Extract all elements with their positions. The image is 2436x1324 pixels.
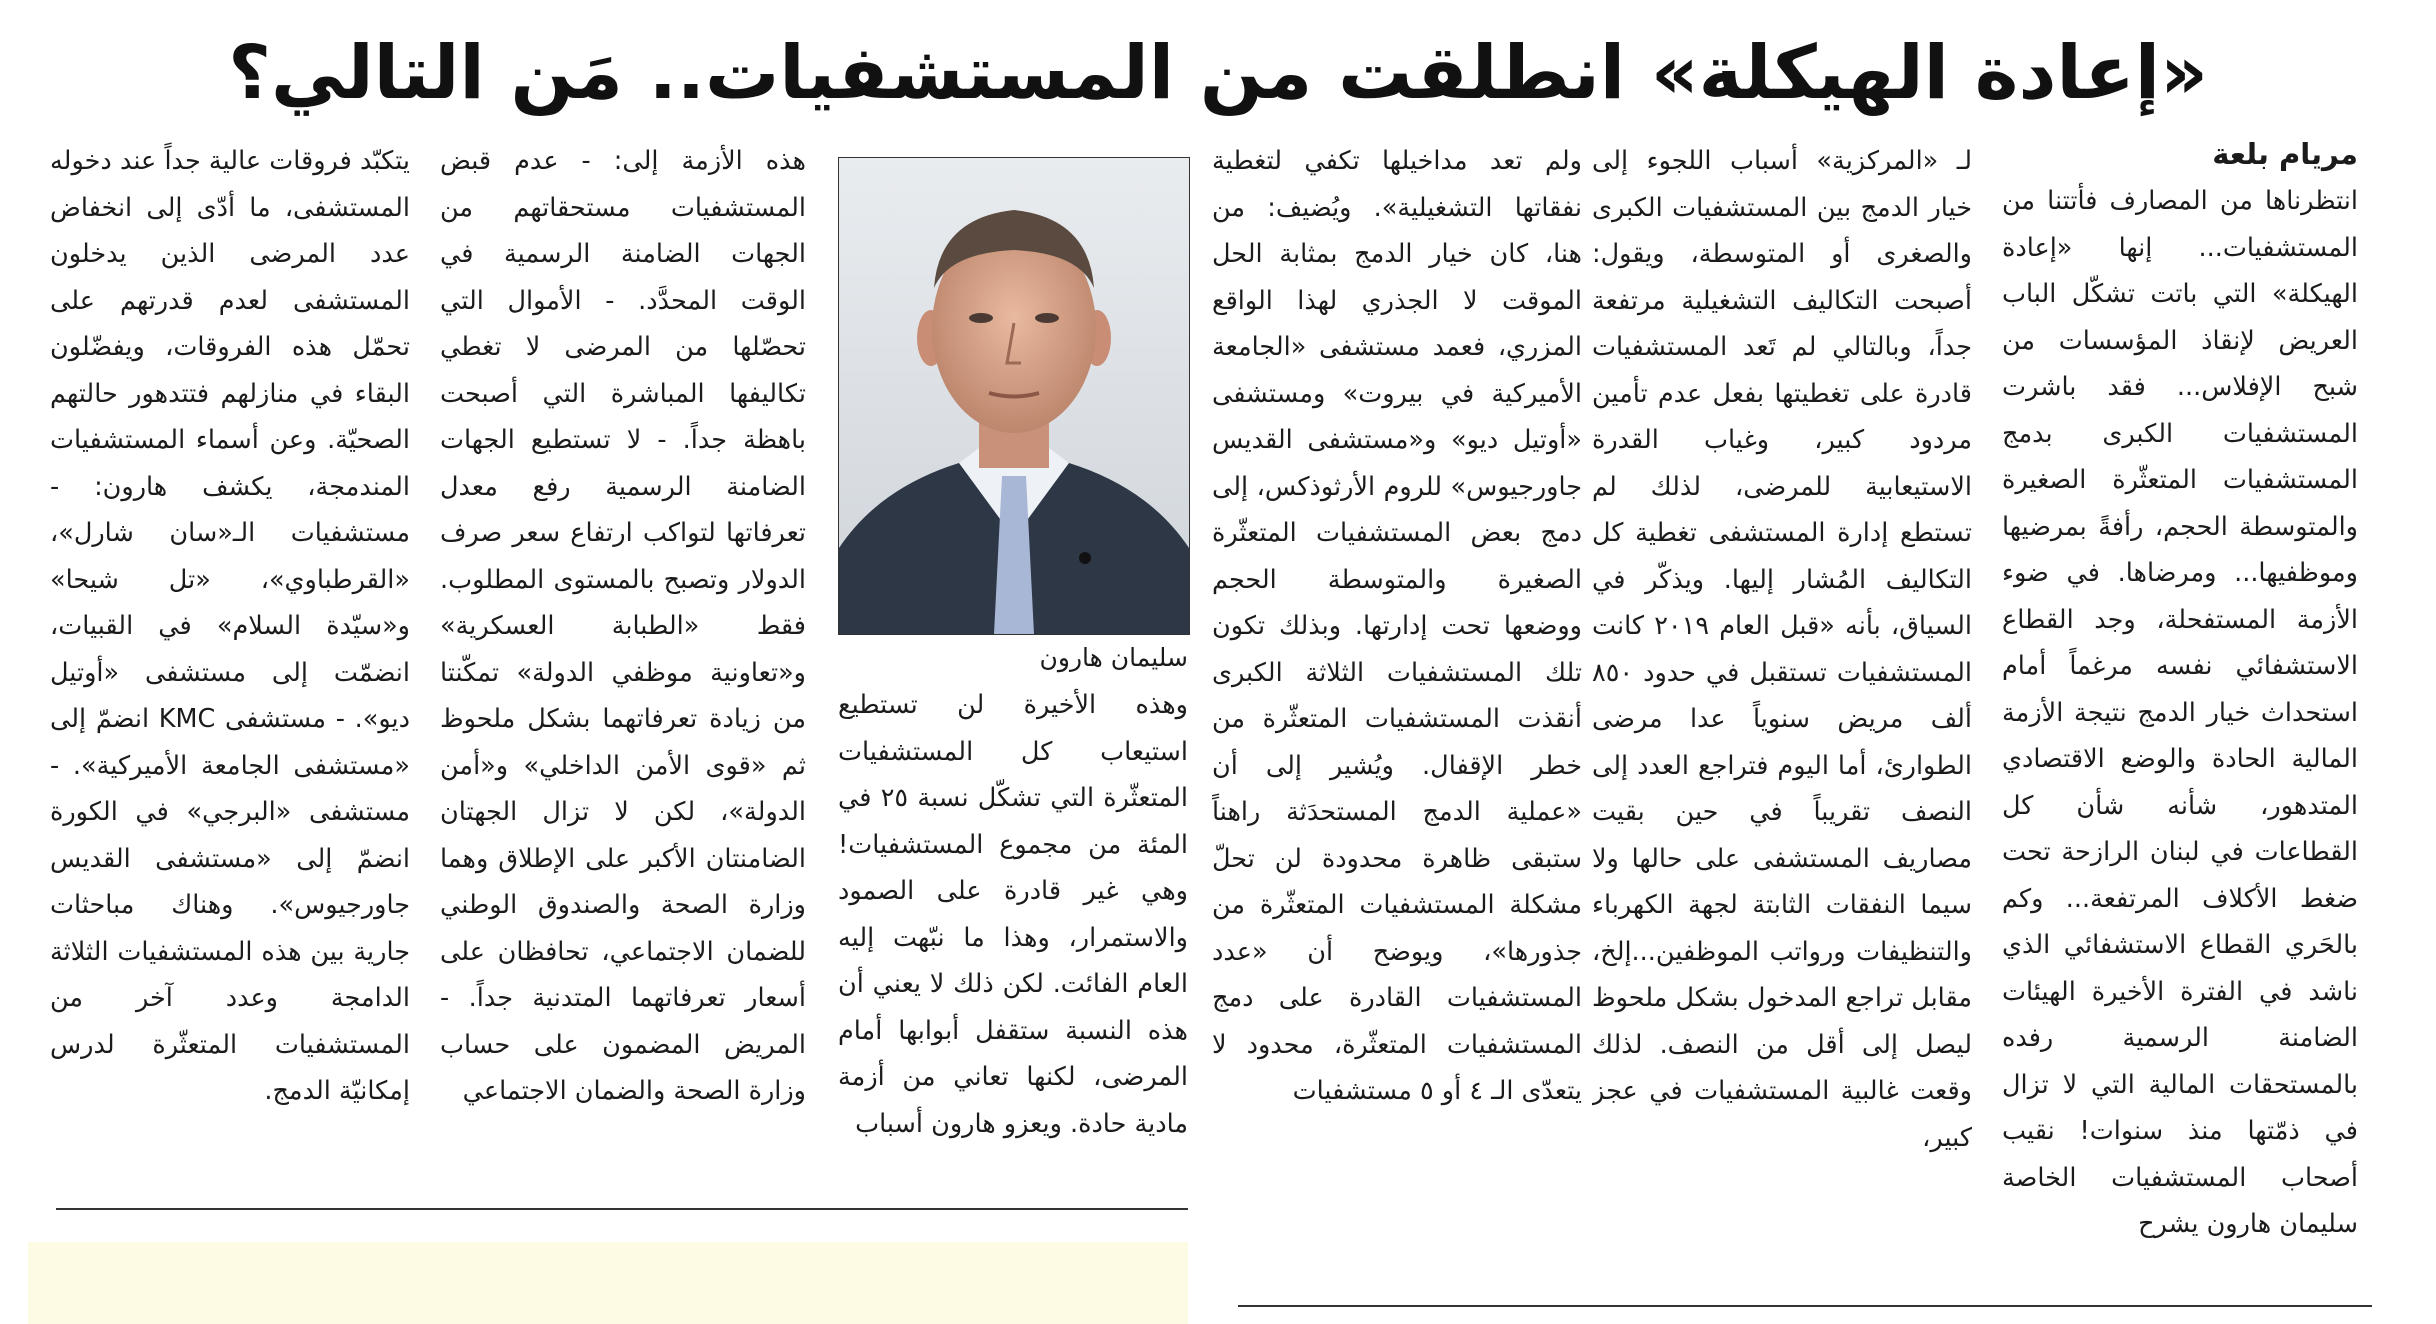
column-text: ولم تعد مداخيلها تكفي لتغطية نفقاتها التشغيلية». ويُضيف: من هنا، كان خيار الدمج بمثابة الحل الموقت لا الجذري لهذا الواقع المزري، فعمد مستشفى «الجامعة الأميركية في بيروت» ومستشفى «أوتيل ديو» و«مستشفى القديس جاورجيوس» للروم الأرثوذكس، إلى دمج بعض المستشفيات المتعثّرة الصغيرة والمتوسطة الحجم ووضعها تحت إدارتها. وبذلك تكون تلك المستشفيات الثلاثة الكبرى أنقذت المستشفيات المتعثّرة من خطر الإقفال. ويُشير إلى أن «عملية الدمج المستحدَثة راهناً ستبقى ظاهرة محدودة لن تحلّ مشكلة المستشفيات المتعثّرة من جذورها»، ويوضح أن «عدد المستشفيات القادرة على دمج المستشفيات المتعثّرة، محدود لا يتعدّى الـ ٤ أو ٥ مستشفيات	[1212, 146, 1582, 1106]
column-text: يتكبّد فروقات عالية جداً عند دخوله المستشفى، ما أدّى إلى انخفاض عدد المرضى الذين يدخلون المستشفى لعدم قدرتهم على تحمّل هذه الفروقات، ويفضّلون البقاء في منازلهم فتتدهور حالتهم الصحيّة. وعن أسماء المستشفيات المندمجة، يكشف هارون: - مستشفيات الـ«سان شارل»، «القرطباوي»، «تل شيحا» و«سيّدة السلام» في القبيات، انضمّت إلى مستشفى «أوتيل ديو». - مستشفى KMC انضمّ إلى «مستشفى الجامعة الأميركية». - مستشفى «البرجي» في الكورة انضمّ إلى «مستشفى القديس جاورجيوس». وهناك مباحثات جارية بين هذه المستشفيات الثلاثة الدامجة وعدد آخر من المستشفيات المتعثّرة لدرس إمكانيّة الدمج.	[50, 146, 410, 1106]
article-column-6	[50, 138, 410, 1188]
article-column-1	[2002, 130, 2358, 1320]
column-text: وهذه الأخيرة لن تستطيع استيعاب كل المستشفيات المتعثّرة التي تشكّل نسبة ٢٥ في المئة من مجموع المستشفيات! وهي غير قادرة على الصمود والاستمرار، وهذا ما نبّهت إليه العام الفائت. لكن ذلك لا يعني أن هذه النسبة ستقفل أبوابها أمام المرضى، لكنها تعاني من أزمة مادية حادة. ويعزو هارون أسباب	[838, 690, 1188, 1139]
article-column-5	[440, 138, 806, 1188]
article-column-4	[838, 682, 1188, 1192]
photo-caption: سليمان هارون	[1039, 643, 1188, 672]
divider-rule	[1238, 1305, 2372, 1307]
column-text: هذه الأزمة إلى: - عدم قبض المستشفيات مستحقاتهم من الجهات الضامنة الرسمية في الوقت المحدَّد. - الأموال التي تحصّلها من المرضى لا تغطي تكاليفها المباشرة التي أصبحت باهظة جداً. - لا تستطيع الجهات الضامنة الرسمية رفع معدل تعرفاتها لتواكب ارتفاع سعر صرف الدولار وتصبح بالمستوى المطلوب. فقط «الطبابة العسكرية» و«تعاونية موظفي الدولة» تمكّنتا من زيادة تعرفاتهما بشكل ملحوظ ثم «قوى الأمن الداخلي» و«أمن الدولة»، لكن لا تزال الجهتان الضامنتان الأكبر على الإطلاق وهما وزارة الصحة والصندوق الوطني للضمان الاجتماعي، تحافظان على أسعار تعرفاتهما المتدنية جداً. - المريض المضمون على حساب وزارة الصحة والضمان الاجتماعي	[440, 146, 806, 1106]
column-text: انتظرناها من المصارف فأتتنا من المستشفيات... إنها «إعادة الهيكلة» التي باتت تشكّل الباب العريض لإنقاذ المؤسسات من شبح الإفلاس... فقد باشرت المستشفيات الكبرى بدمج المستشفيات المتعثّرة الصغيرة والمتوسطة الحجم، رأفةً بمرضيها وموظفيها... ومرضاها. في ضوء الأزمة المستفحلة، وجد القطاع الاستشفائي نفسه مرغماً أمام استحداث خيار الدمج نتيجة الأزمة المالية الحادة والوضع الاقتصادي المتدهور، شأنه شأن كل القطاعات في لبنان الرازحة تحت ضغط الأكلاف المرتفعة... وكم بالحَري القطاع الاستشفائي الذي ناشد في الفترة الأخيرة الهيئات الضامنة الرسمية رفده بالمستحقات المالية التي لا تزال في ذمّتها منذ سنوات! نقيب أصحاب المستشفيات الخاصة سليمان هارون يشرح	[2002, 186, 2358, 1239]
portrait-photo-icon	[839, 158, 1189, 634]
advert-box	[28, 1242, 1188, 1324]
divider-rule	[56, 1208, 1188, 1210]
article-column-2	[1592, 138, 1972, 1318]
column-text: لـ «المركزية» أسباب اللجوء إلى خيار الدمج بين المستشفيات الكبرى والصغرى أو المتوسطة، ويقول: أصبحت التكاليف التشغيلية مرتفعة جداً، وبالتالي لم تَعد المستشفيات قادرة على تغطيتها بفعل عدم تأمين مردود كبير، وغياب القدرة الاستيعابية للمرضى، لذلك لم تستطع إدارة المستشفى تغطية كل التكاليف المُشار إليها. ويذكّر في السياق، بأنه «قبل العام ٢٠١٩ كانت المستشفيات تستقبل في حدود ٨٥٠ ألف مريض سنوياً عدا مرضى الطوارئ، أما اليوم فتراجع العدد إلى النصف تقريباً في حين بقيت مصاريف المستشفى على حالها ولا سيما النفقات الثابتة لجهة الكهرباء والتنظيفات ورواتب الموظفين...إلخ، مقابل تراجع المدخول بشكل ملحوظ ليصل إلى أقل من النصف. لذلك وقعت غالبية المستشفيات في عجز كبير،	[1592, 146, 1972, 1153]
byline: مريام بلعة	[2212, 137, 2358, 171]
portrait-photo	[838, 157, 1190, 635]
article-column-3	[1212, 138, 1582, 1318]
headline: «إعادة الهيكلة» انطلقت من المستشفيات.. مَن التالي؟	[228, 30, 2208, 116]
